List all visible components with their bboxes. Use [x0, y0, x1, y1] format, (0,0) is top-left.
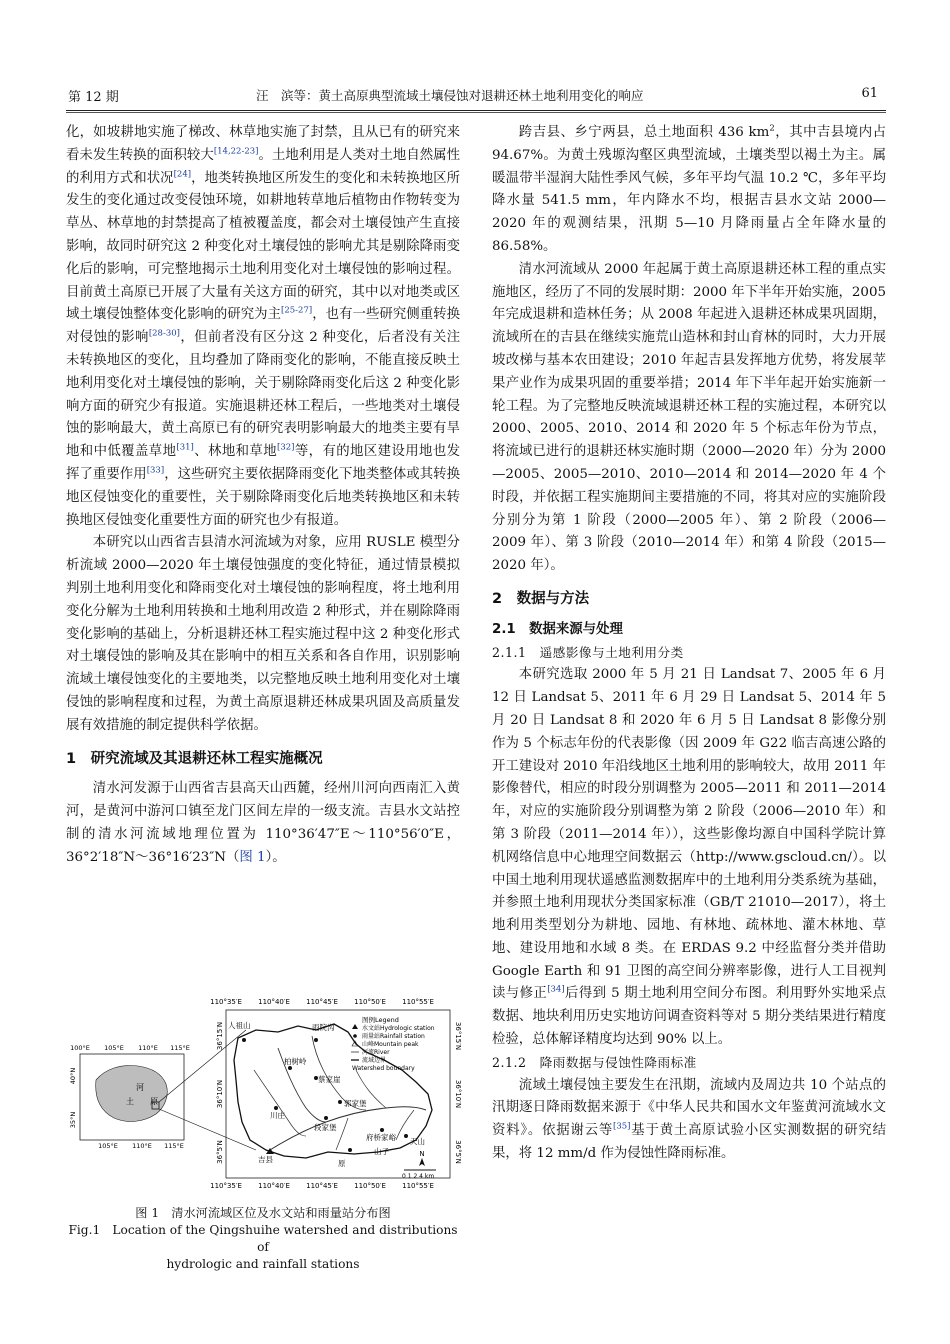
tick-label: 110°50′E: [354, 1182, 386, 1190]
paragraph-watershed-continued: 跨吉县、乡宁两县，总土地面积 436 $km^2$，其中吉县境内占 94.67%。为黄土残塬沟壑区典型流域，土壤类型以褐土为主。属暖温带半湿润大陆性季风气候，多年平均气温 10.2 ℃，多年平均降水量 541.5 mm，年内降水不均，根据吉县水文站 2000—2020 年的观测结果，汛期 5—10 月降雨量占全年降水量的 86.58%。: [492, 123, 887, 254]
place-label: 吉县: [258, 1155, 273, 1164]
place-label: 柏树岭: [284, 1057, 307, 1066]
place-label: 雨院沟: [312, 1023, 335, 1032]
issue-number: 第 12 期: [68, 90, 119, 105]
tick-label: 36°5′N: [216, 1140, 224, 1164]
place-label: 山子: [374, 1147, 389, 1156]
section-heading-1: 1 研究流域及其退耕还林工程实施概况: [66, 750, 323, 767]
tick-label: 110°45′E: [306, 998, 338, 1006]
citation[interactable]: [32]: [277, 442, 295, 453]
legend-item: 河流River: [362, 1049, 390, 1056]
paragraph-rainfall-data: 流域土壤侵蚀主要发生在汛期，流域内及周边共 10 个站点的汛期逐日降雨数据来源于《中华人民共和国水文年鉴黄河流域水文资料》。依据谢云等[35]基于黄土高原试验小区实测数据的研究结果，将 12 mm/d 作为侵蚀性降雨标准。: [492, 1077, 886, 1162]
paragraph-project-history: 清水河流域从 2000 年起属于黄土高原退耕还林工程的重点实施地区，经历了不同的发展时期：2000 年下半年开始实施，2005 年完成退耕和造林任务；从 2008 年起进入退耕还林成果巩固期，流域所在的吉县在继续实施荒山造林和封山育林的同时，大力开展坡改梯与基本农田建设；2010 年起吉县发挥地方优势，将发展苹果产业作为成果巩固的重要举措；2014 年下半年起开始实施新一轮工程。为了完整地反映流域退耕还林工程的实施过程，本研究以 2000、2005、2010、2014 和 2020 年 5 个标志年份为节点，将流域已进行的退耕还林实施时期（2000—2020 年）分为 2000—2005、2005—2010、2010—2014 和 2014—2020 年 4 个时段，并依据工程实施期间主要措施的不同，将其对应的实施阶段分别分为第 1 阶段（2000—2005 年）、第 2 阶段（2006—2009 年）、第 3 阶段（2010—2014 年）和第 4 阶段（2015—2020 年）。: [492, 261, 886, 574]
inset-tick: 40°N: [69, 1067, 77, 1085]
header-rule: [66, 110, 886, 111]
rainfall-station-marker: [288, 1066, 292, 1070]
rainfall-station-marker: [324, 1116, 328, 1120]
legend-item: 雨量站Rainfall station: [362, 1033, 425, 1040]
tick-label: 110°35′E: [210, 1182, 242, 1190]
place-label: 蔡家崖: [318, 1075, 341, 1084]
place-label: 府桥家峪: [366, 1133, 396, 1142]
scale-label: 0 1 2 4 km: [402, 1173, 435, 1180]
subsubsection-heading: 2.1.1 遥感影像与土地利用分类: [492, 644, 684, 660]
inset-tick: 115°E: [164, 1142, 184, 1150]
north-label: N: [419, 1150, 425, 1158]
section-heading-2: 2 数据与方法: [492, 590, 590, 607]
river-branch: [254, 1070, 306, 1136]
running-header: [66, 86, 884, 108]
inset-leader-line: [159, 1030, 246, 1102]
paragraph-intro-continued: 化，如坡耕地实施了梯改、林草地实施了封禁，且从已有的研究来看未发生转换的面积较大[14,22-23]。土地利用是人类对土地自然属性的利用方式和状况[24]，地类转换地区所发生的变化和未转换地区所发生的变化通过改变侵蚀环境，如耕地转草地后植物由作物转变为草丛、林草地的封禁提高了植被覆盖度，都会对土壤侵蚀产生直接影响，故同时研究这 2 种变化对土壤侵蚀的影响尤其是剔除降雨变化后的影响，可完整地揭示土地利用变化对土壤侵蚀的影响过程。目前黄土高原已开展了大量有关这方面的研究，其中以对地类或区域土壤侵蚀整体变化影响的研究为主[25-27]，也有一些研究侧重转换对侵蚀的影响[28-30]，但前者没有区分这 2 种变化，后者没有关注未转换地区的变化，且均叠加了降雨变化的影响，不能直接反映土地利用变化对土壤侵蚀的影响，关于剔除降雨变化后这 2 种变化影响方面的研究少有报道。实施退耕还林工程后，一些地类对土壤侵蚀的影响最大，黄土高原已有的研究表明影响最大的地类主要有旱地和中低覆盖草地[31]、林地和草地[32]等，有的地区建设用地也发挥了重要作用[33]，这些研究主要依据降雨变化下地类整体或其转换地区侵蚀变化的重要性，关于剔除降雨变化后地类转换地区和未转换地区侵蚀变化重要性方面的研究也少有报道。: [66, 125, 461, 528]
place-label: 川庄: [270, 1111, 285, 1120]
running-title: 汪 滨等：黄土高原典型流域土壤侵蚀对退耕还林土地利用变化的响应: [256, 88, 644, 103]
paragraph-study-aim: 本研究以山西省吉县清水河流域为对象，应用 RUSLE 模型分析流域 2000—2020 年土壤侵蚀强度的变化特征，通过情景模拟判别土地利用变化和降雨变化对土壤侵蚀的影响程度，将土地利用变化分解为土地利用转换和土地利用改造 2 种形式，并在剔除降雨变化影响的基础上，分析退耕还林工程实施过程中这 2 种变化形式对土壤侵蚀的影响及其在影响中的相互关系和各自作用，识别影响流域土壤侵蚀变化的主要地类，以完整地反映土地利用变化对土壤侵蚀的影响程度和过程，为黄土高原退耕还林成果巩固及高质量发展有效措施的制定提供科学依据。: [66, 535, 460, 733]
legend-hydro-symbol: [352, 1024, 358, 1029]
legend-item: 水文站Hydrologic station: [362, 1025, 435, 1032]
inset-label: 原: [150, 1097, 158, 1106]
tick-label: 110°55′E: [402, 1182, 434, 1190]
place-label: 人祖山: [228, 1021, 251, 1030]
place-label: 原: [338, 1159, 346, 1168]
inset-tick: 110°E: [132, 1142, 152, 1150]
right-column: [492, 122, 886, 1166]
rainfall-station-marker: [380, 1128, 384, 1132]
place-label: 段家堡: [314, 1123, 337, 1132]
tick-label: 110°45′E: [306, 1182, 338, 1190]
loess-plateau-region: [96, 1066, 168, 1122]
legend-item: Watershed boundary: [352, 1065, 415, 1072]
legend-title: 图例Legend: [362, 1016, 399, 1024]
header-rule-thin: [66, 112, 886, 113]
tick-label: 110°35′E: [210, 998, 242, 1006]
rainfall-station-marker: [242, 1038, 246, 1042]
left-column: [66, 122, 460, 870]
inset-label: 河: [136, 1083, 144, 1092]
rainfall-station-marker: [314, 1038, 318, 1042]
subsection-heading: 2.1 数据来源与处理: [492, 621, 623, 637]
legend-rain-symbol: [353, 1034, 357, 1038]
paragraph-remote-sensing: 本研究选取 2000 年 5 月 21 日 Landsat 7、2005 年 6 月 12 日 Landsat 5、2011 年 6 月 29 日 Landsat 5、2014 年 5 月 20 日 Landsat 8 和 2020 年 6 月 5 日 Landsat 8 影像分别作为 5 个标志年份的代表影像（因 2009 年 G22 临吉高速公路的开工建设对 2010 年沿线地区土地利用的影响较大，故用 2011 年影像替代，相应的时段分别调整为 2005—2011 和 2011—2014 年，对应的实施阶段分别调整为第 2 阶段（2006—2010 年）和第 3 阶段（2011—2014 年）），这些影像均源自中国科学院计算机网络信息中心地理空间数据云（http://www.gscloud.cn/）。以中国土地利用现状遥感监测数据库中的土地利用分类系统为基础，并参照土地利用现状分类国家标准（GB/T 21010—2017），将土地利用类型划分为耕地、园地、有林地、疏林地、灌木林地、草地、建设用地和水域 8 类。在 ERDAS 9.2 中经监督分类并借助 Google Earth 和 91 卫图的高空间分辨率影像，进行人工目视判读与修正[34]后得到 5 期土地利用空间分布图。利用野外实地采点数据、地块利用历史实地访问调查资料等对 5 期分类结果进行精度检验，总体解译精度均达到 90% 以上。: [492, 667, 887, 1048]
river-branch: [336, 1118, 348, 1150]
tick-label: 110°50′E: [354, 998, 386, 1006]
place-label: 天山: [410, 1137, 425, 1146]
tick-label: 36°15′N: [216, 1021, 224, 1051]
citation[interactable]: [14,22-23]: [213, 146, 259, 157]
legend-item: 流域边界: [362, 1057, 387, 1064]
figure-caption-cn: 图 1 清水河流域区位及水文站和雨量站分布图: [135, 1206, 391, 1220]
north-arrow-icon: [419, 1158, 425, 1166]
figure-caption-en: Fig.1 Location of the Qingshuihe watershed and distributions of: [68, 1223, 458, 1254]
paragraph-watershed: 清水河发源于山西省吉县高天山西麓，经州川河向西南汇入黄河，是黄河中游河口镇至龙门区间左岸的一级支流。吉县水文站控制的清水河流域地理位置为 110°36′47″E～110°56′0″E，36°2′18″N～36°16′23″N（图 1）。: [66, 781, 460, 865]
subsubsection-heading: 2.1.2 降雨数据与侵蚀性降雨标准: [492, 1054, 697, 1070]
citation[interactable]: [35]: [613, 1121, 631, 1132]
river-main: [270, 1107, 426, 1150]
legend-item: 山峰Mountain peak: [362, 1041, 419, 1048]
figure-1: [66, 990, 462, 1271]
figure-link[interactable]: 图 1: [239, 849, 266, 865]
tick-label: 110°55′E: [402, 998, 434, 1006]
page-number: 61: [861, 86, 878, 101]
inset-label: 土: [126, 1097, 134, 1106]
tick-label: 36°10′N: [216, 1079, 224, 1109]
citation[interactable]: [31]: [176, 442, 194, 453]
citation[interactable]: [25-27]: [281, 305, 313, 316]
citation[interactable]: [24]: [173, 169, 192, 180]
citation[interactable]: [28-30]: [148, 328, 180, 339]
map-legend: [351, 1015, 435, 1072]
citation[interactable]: [33]: [146, 465, 165, 476]
figure-caption-en: hydrologic and rainfall stations: [166, 1257, 360, 1271]
inset-tick: 110°E: [138, 1044, 158, 1052]
inset-tick: 115°E: [170, 1044, 190, 1052]
inset-tick: 35°N: [69, 1111, 77, 1129]
rainfall-station-marker: [338, 1100, 342, 1104]
tick-label: 110°40′E: [258, 1182, 290, 1190]
rainfall-station-marker: [348, 1148, 352, 1152]
citation[interactable]: [34]: [547, 985, 565, 996]
watershed-map: [66, 990, 460, 1200]
tick-label: 36°5′N: [454, 1140, 462, 1164]
inset-tick: 105°E: [104, 1044, 124, 1052]
tick-label: 36°10′N: [454, 1079, 462, 1109]
tick-label: 110°40′E: [258, 998, 290, 1006]
inset-tick: 105°E: [98, 1142, 118, 1150]
inset-tick: 100°E: [70, 1044, 90, 1052]
rainfall-station-marker: [274, 1106, 278, 1110]
place-label: 郭家堡: [344, 1099, 367, 1108]
rainfall-station-marker: [404, 1134, 408, 1138]
tick-label: 36°15′N: [454, 1021, 462, 1051]
